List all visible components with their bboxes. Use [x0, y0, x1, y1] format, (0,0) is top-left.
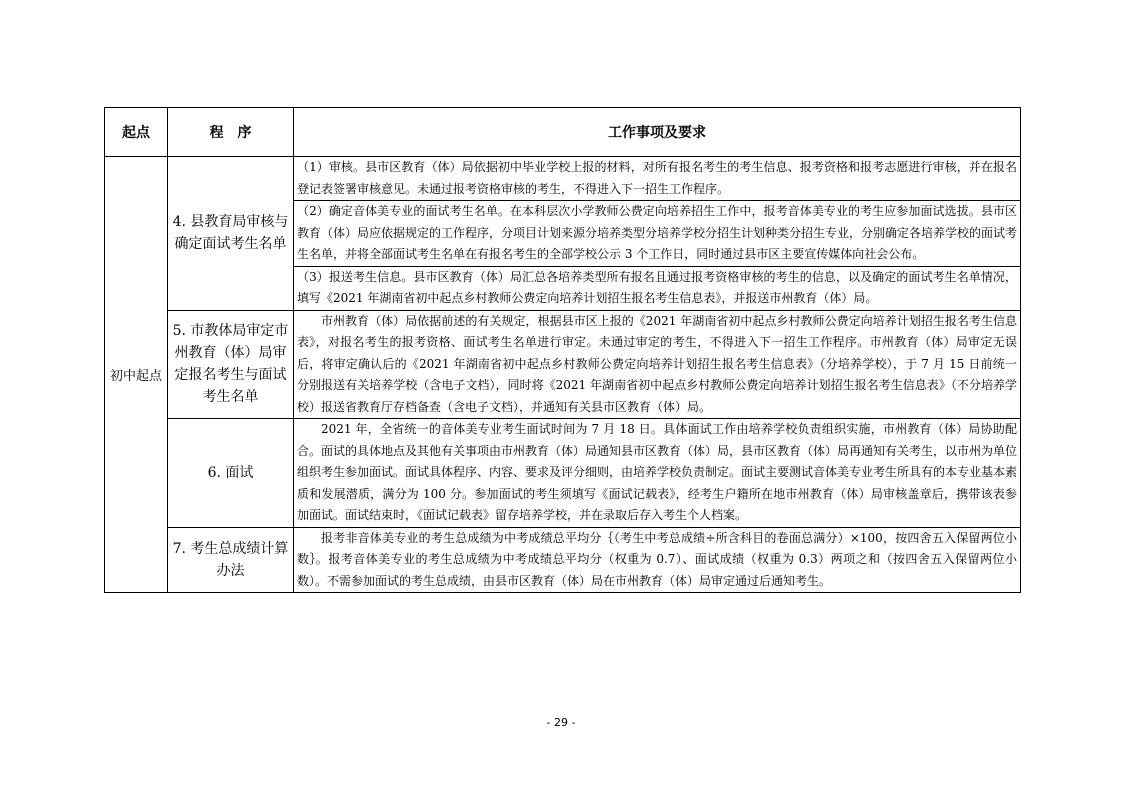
requirement-text: 2021 年，全省统一的音体美专业考生面试时间为 7 月 18 日。具体面试工作由培养学校负责组织实施，市州教育（体）局协助配合。面试的具体地点及其他有关事项由市州教育（体）局通知县市区教育（体）局，县市区教育（体）局再通知有关考生，以市州为单位组织考生参加面试。面试具体程序、内容、要求及评分细则，由培养学校负责制定。面试主要测试音体美专业考生所具有的本专业基本素质和发展潜质，满分为 100 分。参加面试的考生须填写《面试记载表》，经考生户籍所在地市州教育（体）局审核盖章后，携带该表参加面试。面试结束时，《面试记载表》留存培养学校，并在录取后存入考生个人档案。: [297, 422, 1018, 522]
header-start: 起点: [105, 108, 168, 157]
table-row: [105, 310, 1021, 419]
requirement-cell: [294, 419, 1021, 528]
requirement-cell: [294, 157, 1021, 201]
requirement-text: （1）审核。县市区教育（体）局依据初中毕业学校上报的材料，对所有报名考生的考生信息、报考资格和报考志愿进行审核，并在报名登记表签署审核意见。未通过报考资格审核的考生，不得进入下一招生工作程序。: [297, 160, 1017, 196]
requirement-text: 市州教育（体）局依据前述的有关规定，根据县市区上报的《2021 年湖南省初中起点乡村教师公费定向培养计划招生报名考生信息表》，对报名考生的报考资格、面试考生名单进行审定。未通过审定的考生，不得进入下一招生工作程序。市州教育（体）局审定无误后，将审定确认后的《2021 年湖南省初中起点乡村教师公费定向培养计划招生报名考生信息表》（分培养学校），于 7 月 15 日前统一分别报送有关培养学校（含电子文档），同时将《2021 年湖南省初中起点乡村教师公费定向培养计划招生报名考生信息表》（不分培养学校）报送省教育厅存档备查（含电子文档），并通知有关县市区教育（体）局。: [297, 313, 1017, 414]
table-header-row: [105, 108, 1021, 157]
header-procedure: 程 序: [168, 108, 294, 157]
header-requirements: 工作事项及要求: [294, 108, 1021, 157]
table-row: [105, 157, 1021, 201]
requirement-cell: [294, 527, 1021, 593]
page-number: - 29 -: [546, 716, 576, 729]
step-cell: 4. 县教育局审核与确定面试考生名单: [168, 157, 294, 311]
procedure-table: [104, 107, 1021, 593]
requirement-text: （3）报送考生信息。县市区教育（体）局汇总各培养类型所有报名且通过报考资格审核的考生的信息，以及确定的面试考生名单情况，填写《2021 年湖南省初中起点乡村教师公费定向培养计划招生报名考生信息表》，并报送市州教育（体）局。: [297, 269, 1017, 305]
step-cell: 7. 考生总成绩计算办法: [168, 527, 294, 593]
requirement-text: 报考非音体美专业的考生总成绩为中考成绩总平均分｛（考生中考总成绩÷所含科目的卷面总满分）×100，按四舍五入保留两位小数｝。报考音体美专业的考生总成绩为中考成绩总平均分（权重为 0.7）、面试成绩（权重为 0.3）两项之和（按四舍五入保留两位小数）。不需参加面试的考生总成绩，由县市区教育（体）局在市州教育（体）局审定通过后通知考生。: [297, 530, 1017, 588]
requirement-text: （2）确定音体美专业的面试考生名单。在本科层次小学教师公费定向培养招生工作中，报考音体美专业的考生应参加面试选拔。县市区教育（体）局应依据规定的工作程序，分项目计划来源分培养类型分培养学校分招生计划种类分招生专业，分别确定各培养学校的面试考生名单，并将全部面试考生名单在有报名考生的全部学校公示 3 个工作日，同时通过县市区主要宣传媒体向社会公布。: [297, 204, 1018, 261]
step-cell: 6. 面试: [168, 419, 294, 528]
requirement-cell: [294, 310, 1021, 419]
table-row: [105, 419, 1021, 528]
requirement-cell: [294, 266, 1021, 310]
requirement-cell: [294, 201, 1021, 267]
step-cell: 5. 市教体局审定市州教育（体）局审定报名考生与面试考生名单: [168, 310, 294, 419]
table-row: [105, 527, 1021, 593]
start-cell: 初中起点: [105, 157, 168, 593]
